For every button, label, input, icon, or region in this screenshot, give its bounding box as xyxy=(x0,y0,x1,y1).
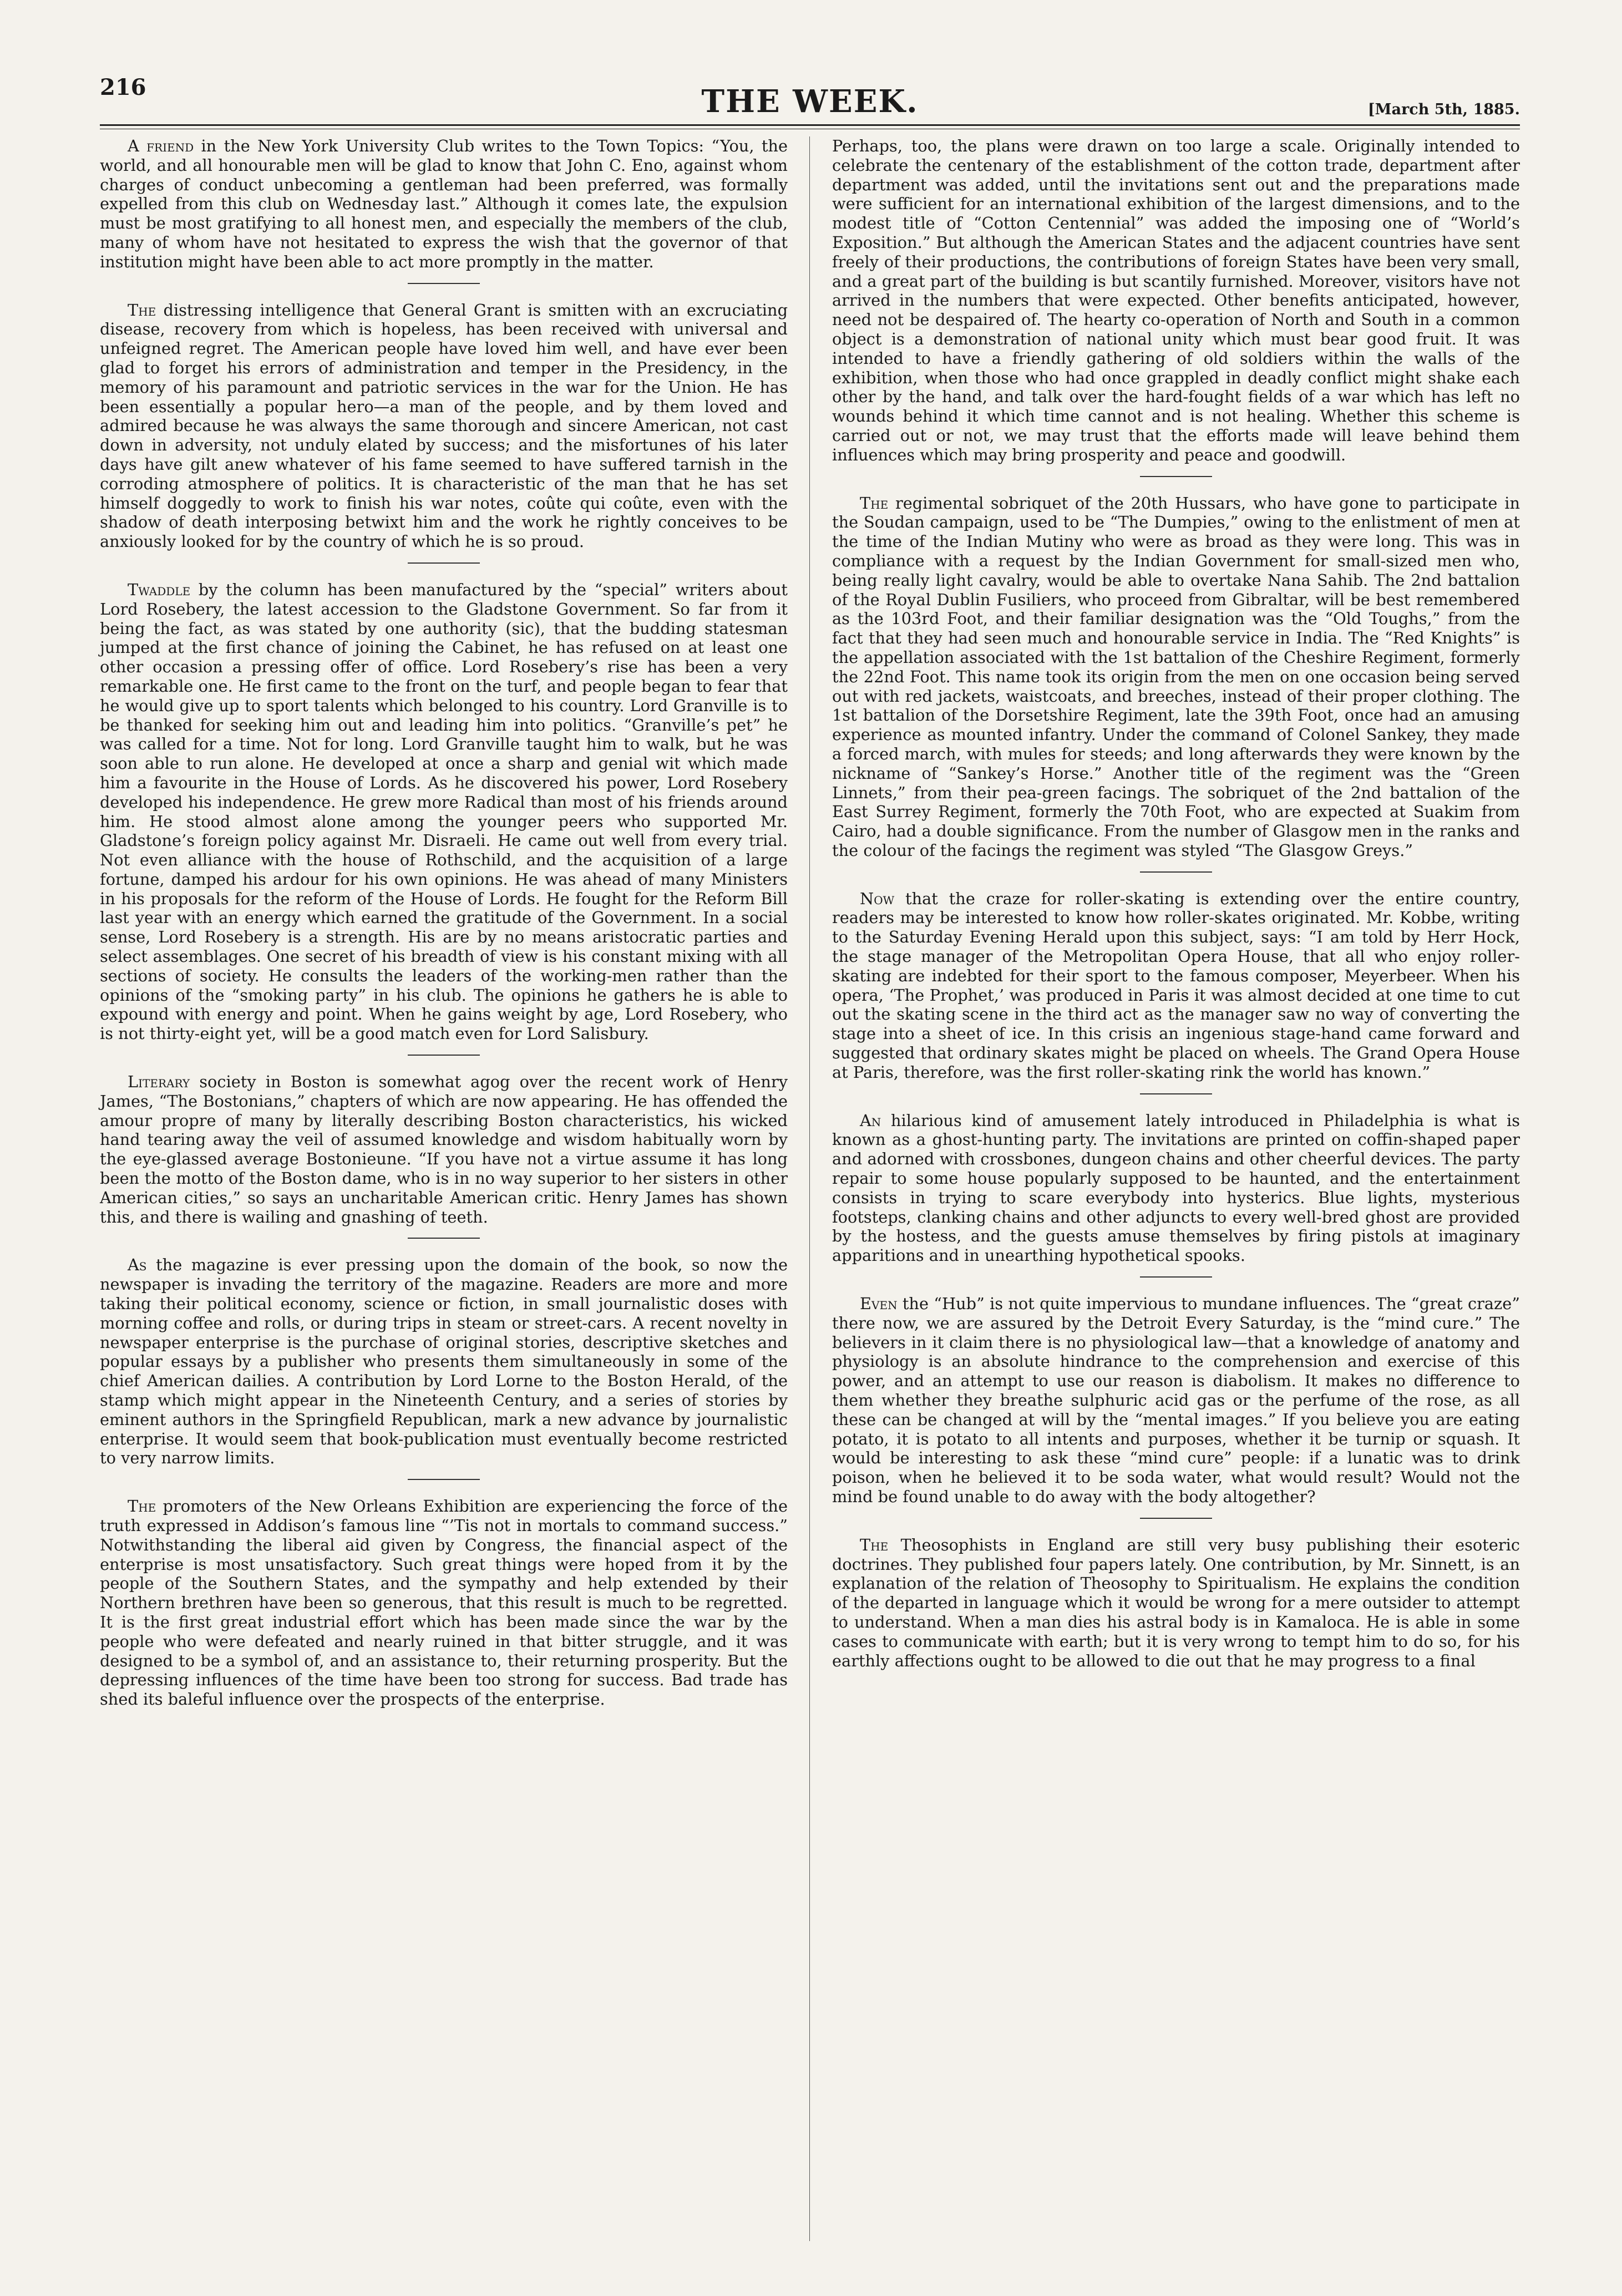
article-body: promoters of the New Orleans Exhibition are experiencing the force of the truth expressed in Addison’s famous line “’Tis not in mortals to command success.” Notwithstanding the liberal aid given by Congress, the financial aspect of the enterprise is most unsatisfactory. Such great things were hoped from it by the people of the Southern States, and the sympathy and help extended by their Northern brethren have been so generous, that this result is much to be regretted. It is the first great industrial effort which has been made since the war by the people who were defeated and nearly ruined in that bitter struggle, and it was designed to be a symbol of, and an assistance to, their returning prosperity. But the depressing influences of the time have been too strong for success. Bad trade has shed its baleful influence over the prospects of the enterprise. xyxy=(100,1497,788,1709)
article-rosebery xyxy=(100,580,788,1043)
article-lead: Even xyxy=(860,1294,898,1314)
separator-rule xyxy=(408,1479,480,1480)
header-rule xyxy=(100,124,1520,126)
article-lead: As xyxy=(128,1255,147,1275)
separator-rule xyxy=(1140,1093,1212,1094)
separator-rule xyxy=(408,1238,480,1239)
article-lead: The xyxy=(860,493,889,513)
article-lead: A friend xyxy=(128,136,194,155)
article-mind-cure xyxy=(832,1294,1520,1507)
issue-date: [March 5th, 1885. xyxy=(1367,101,1520,118)
article-lead: Literary xyxy=(128,1072,190,1092)
article-lead: The xyxy=(128,1497,156,1516)
article-body: distressing intelligence that General Grant is smitten with an excruciating disease, recovery from which is hopeless, has been received with universal and unfeigned regret. The American people have loved him well, and have ever been glad to forget his errors of administration and temper in the Presidency, in the memory of his paramount and patriotic services in the war for the Union. He has been essentially a popular hero—a man of the people, and by them loved and admired because he was always the same thorough and sincere American, not cast down in adversity, not unduly elated by success; and the misfortunes of his later days have gilt anew whatever of his fame seemed to have suffered tarnish in the corroding atmosphere of politics. It is characteristic of the man that he has set himself doggedly to work to finish his war notes, coûte qui coûte, even with the shadow of death interposing betwixt him and the work he rightly conceives to be anxiously looked for by the country of which he is so proud. xyxy=(100,300,788,551)
article-body: regimental sobriquet of the 20th Hussars, who have gone to participate in the Soudan campaign, used to be “The Dumpies,” owing to the enlistment of men at the time of the Indian Mutiny who were as broad as they were long. This was in compliance with a request by the Indian Government for small-sized men who, being really light cavalry, would be able to overtake Nana Sahib. The 2nd battalion of the Royal Dublin Fusiliers, who proceed from Gibraltar, will be best remembered as the 103rd Foot, and their familiar designation was the “Old Toughs,” from the fact that they had seen much and honourable service in India. The “Red Knights” is the appellation associated with the 1st battalion of the Cheshire Regiment, formerly the 22nd Foot. This name took its origin from the men on one occasion being served out with red jackets, waistcoats, and breeches, instead of their proper clothing. The 1st battalion of the Dorsetshire Regiment, late the 39th Foot, once had an amusing experience as mounted infantry. Under the command of Colonel Sankey, they made a forced march, with mules for steeds; and long afterwards they were known by the nickname of “Sankey’s Horse.” Another title of the regiment was the “Green Linnets,” from their pea-green facings. The sobriquet of the 2nd battalion of the East Surrey Regiment, formerly the 70th Foot, who are expected at Suakim from Cairo, had a double significance. From the number of Glasgow men in the ranks and the colour of the facings the regiment was styled “The Glasgow Greys.” xyxy=(832,493,1520,860)
separator-rule xyxy=(408,283,480,284)
article-body: society in Boston is somewhat agog over the recent work of Henry James, “The Bostonians,” chapters of which are now appearing. He has offended the amour propre of many by literally describing Boston characteristics, his wicked hand tearing away the veil of assumed knowledge and wisdom habitually worn by the eye-glassed average Bostonieune. “If you have not a virtue assume it has long been the motto of the Boston dame, who is in no way superior to her sisters in other American cities,” so says an uncharitable American critic. Henry James has shown this, and there is wailing and gnashing of teeth. xyxy=(100,1072,788,1226)
article-body: hilarious kind of amusement lately introduced in Philadelphia is what is known as a ghost-hunting party. The invitations are printed on coffin-shaped paper and adorned with crossbones, dungeon chains and other cheerful devices. The party repair to some house popularly supposed to be haunted, and the entertainment consists in trying to scare everybody into hysterics. Blue lights, mysterious footsteps, clanking chains and other adjuncts to every well-bred ghost are provided by the hostess, and the guests amuse themselves by firing pistols at imaginary apparitions and in unearthing hypothetical spooks. xyxy=(832,1111,1520,1265)
separator-rule xyxy=(408,562,480,564)
article-lead: Now xyxy=(860,889,895,908)
separator-rule xyxy=(1140,1518,1212,1519)
article-theosophists xyxy=(832,1535,1520,1671)
column-divider xyxy=(809,136,810,2241)
page-header xyxy=(100,67,1520,133)
article-body: Theosophists in England are still very busy publishing their esoteric doctrines. They published four papers lately. One contribution, by Mr. Sinnett, is an explanation of the relation of Theosophy to Spiritualism. He explains the condition of the departed in language which it would be wrong for a mere outsider to attempt to understand. When a man dies his astral body is in Kamaloca. He is able in some cases to communicate with earth; but it is very wrong to tempt him to do so, for his earthly affections ought to be allowed to die out that he may progress to a final xyxy=(832,1535,1520,1670)
separator-rule xyxy=(1140,1276,1212,1278)
article-body: the magazine is ever pressing upon the domain of the book, so now the newspaper is invading the territory of the magazine. Readers are more and more taking their political economy, science or fiction, in small journalistic doses with morning coffee and rolls, or during trips in steam or street-cars. A recent novelty in newspaper enterprise is the purchase of original stories, descriptive sketches and popular essays by a publisher who presents them simultaneously in some of the chief American dailies. A contribution by Lord Lorne to the Boston Herald, of the stamp which might appear in the Nineteenth Century, and a series of stories by eminent authors in the Springfield Republican, mark a new advance by journalistic enterprise. It would seem that book-publication must eventually become restricted to very narrow limits. xyxy=(100,1255,788,1468)
page-number: 216 xyxy=(100,74,146,100)
article-regiments xyxy=(832,494,1520,860)
article-grant xyxy=(100,301,788,551)
article-roller-skating xyxy=(832,889,1520,1082)
separator-rule xyxy=(408,1055,480,1056)
article-new-orleans xyxy=(100,1497,788,1709)
separator-rule xyxy=(1140,871,1212,873)
article-body: the “Hub” is not quite impervious to mundane influences. The “great craze” there now, we are assured by the Detroit Every Saturday, is the “mind cure.” The believers in it claim there is no physiological law—that a knowledge of anatomy and physiology is an absolute hindrance to the comprehension and exercise of this power, and an attempt to use our reason is diabolism. It makes no difference to them whether they breathe sulphuric acid gas or the perfume of the rose, as all these can be changed at will by the “mental images.” If you believe you are eating potato, it is potato to all intents and purposes, whether it be turnip or squash. It would be interesting to ask these “mind cure” people: if a lunatic was to drink poison, when he believed it to be soda water, what would result? Would not the mind be found unable to do away with the body altogether? xyxy=(832,1294,1520,1506)
article-lead: An xyxy=(860,1111,881,1130)
article-bostonians xyxy=(100,1072,788,1226)
newspaper-page xyxy=(100,67,1520,2263)
article-body: by the column has been manufactured by the “special” writers about Lord Rosebery, the latest accession to the Gladstone Government. So far from it being the fact, as was stated by one authority (sic), that the budding statesman jumped at the first chance of joining the Cabinet, he has refused on at least one other occasion a pressing offer of office. Lord Rosebery’s rise has been a very remarkable one. He first came to the front on the turf, and people began to fear that he would give up to sport talents which belonged to his country. Lord Granville is to be thanked for seeking him out and leading him into politics. “Granville’s pet” he was called for a time. Not for long. Lord Granville taught him to walk, but he was soon able to run alone. He developed at once a sharp and genial wit which made him a favourite in the House of Lords. As he discovered his power, Lord Rosebery developed his independence. He grew more Radical than most of his friends around him. He stood almost alone among the younger peers who supported Mr. Gladstone’s foreign policy against Mr. Disraeli. He came out well from every trial. Not even alliance with the house of Rothschild, and the acquisition of a large fortune, damped his ardour for his own opinions. He was ahead of many Ministers in his proposals for the reform of the House of Lords. He fought for the Reform Bill last year with an energy which earned the gratitude of the Government. In a social sense, Lord Rosebery is a strength. His are by no means aristocratic parties and select assemblages. One secret of his breadth of view is his constant mixing with all sections of society. He consults the leaders of the working-men rather than the opinions of the “smoking party” in his club. The opinions he gathers he is able to expound with energy and point. When he gains weight by age, Lord Rosebery, who is not thirty-eight yet, will be a good match even for Lord Salisbury. xyxy=(100,580,788,1043)
separator-rule xyxy=(1140,476,1212,477)
article-lead: The xyxy=(128,300,156,320)
article-body: that the craze for roller-skating is extending over the entire country, readers may be interested to know how roller-skates originated. Mr. Kobbe, writing to the Saturday Evening Herald upon this subject, says: “I am told by Herr Hock, the stage manager of the Metropolitan Opera House, that all who enjoy roller-skating are indebted for their sport to the famous composer, Meyerbeer. When his opera, ‘The Prophet,’ was produced in Paris it was almost decided at one time to cut out the skating scene in the third act as the manager saw no way of converting the stage into a sheet of ice. In this crisis an ingenious stage-hand came forward and suggested that ordinary skates might be placed on wheels. The Grand Opera House at Paris, therefore, was the first roller-skating rink the world has known.” xyxy=(832,889,1520,1082)
columns xyxy=(100,136,1520,2263)
article-eno xyxy=(100,136,788,272)
article-newspaper xyxy=(100,1255,788,1468)
article-lead: The xyxy=(860,1535,889,1554)
article-new-orleans-cont xyxy=(832,136,1520,465)
right-column xyxy=(832,136,1520,1681)
left-column xyxy=(100,136,788,1720)
article-ghost-hunting xyxy=(832,1111,1520,1265)
article-body: in the New York University Club writes to the Town Topics: “You, the world, and all honourable men will be glad to know that John C. Eno, against whom charges of conduct unbecoming a gentleman had been preferred, was formally expelled from this club on Wednesday last.” Although it comes late, the expulsion must be most gratifying to all honest men, and especially the members of the club, many of whom have not hesitated to express the wish that the governor of that institution might have been able to act more promptly in the matter. xyxy=(100,136,788,271)
masthead-title: THE WEEK. xyxy=(701,83,919,120)
article-body: Perhaps, too, the plans were drawn on too large a scale. Originally intended to celebrate the centenary of the establishment of the cotton trade, department after department was added, until the invitations sent out and the preparations made were sufficient for an international exhibition of the largest dimensions, and to the modest title of “Cotton Centennial” was added the imposing one of “World’s Exposition.” But although the American States and the adjacent countries have sent freely of their productions, the contributions of foreign States have been very small, and a great part of the building is but scantily furnished. Moreover, visitors have not arrived in the numbers that were expected. Other benefits anticipated, however, need not be despaired of. The hearty co-operation of North and South in a common object is a demonstration of national unity which must bear good fruit. It was intended to have a friendly gathering of old soldiers within the walls of the exhibition, when those who had once grappled in deadly conflict might shake each other by the hand, and talk over the hard-fought fields of a war which has left no wounds behind it which time cannot and is not healing. Whether this scheme is carried out or not, we may trust that the efforts made will leave behind them influences which may bring prosperity and peace and goodwill. xyxy=(832,136,1520,464)
article-lead: Twaddle xyxy=(128,580,191,599)
